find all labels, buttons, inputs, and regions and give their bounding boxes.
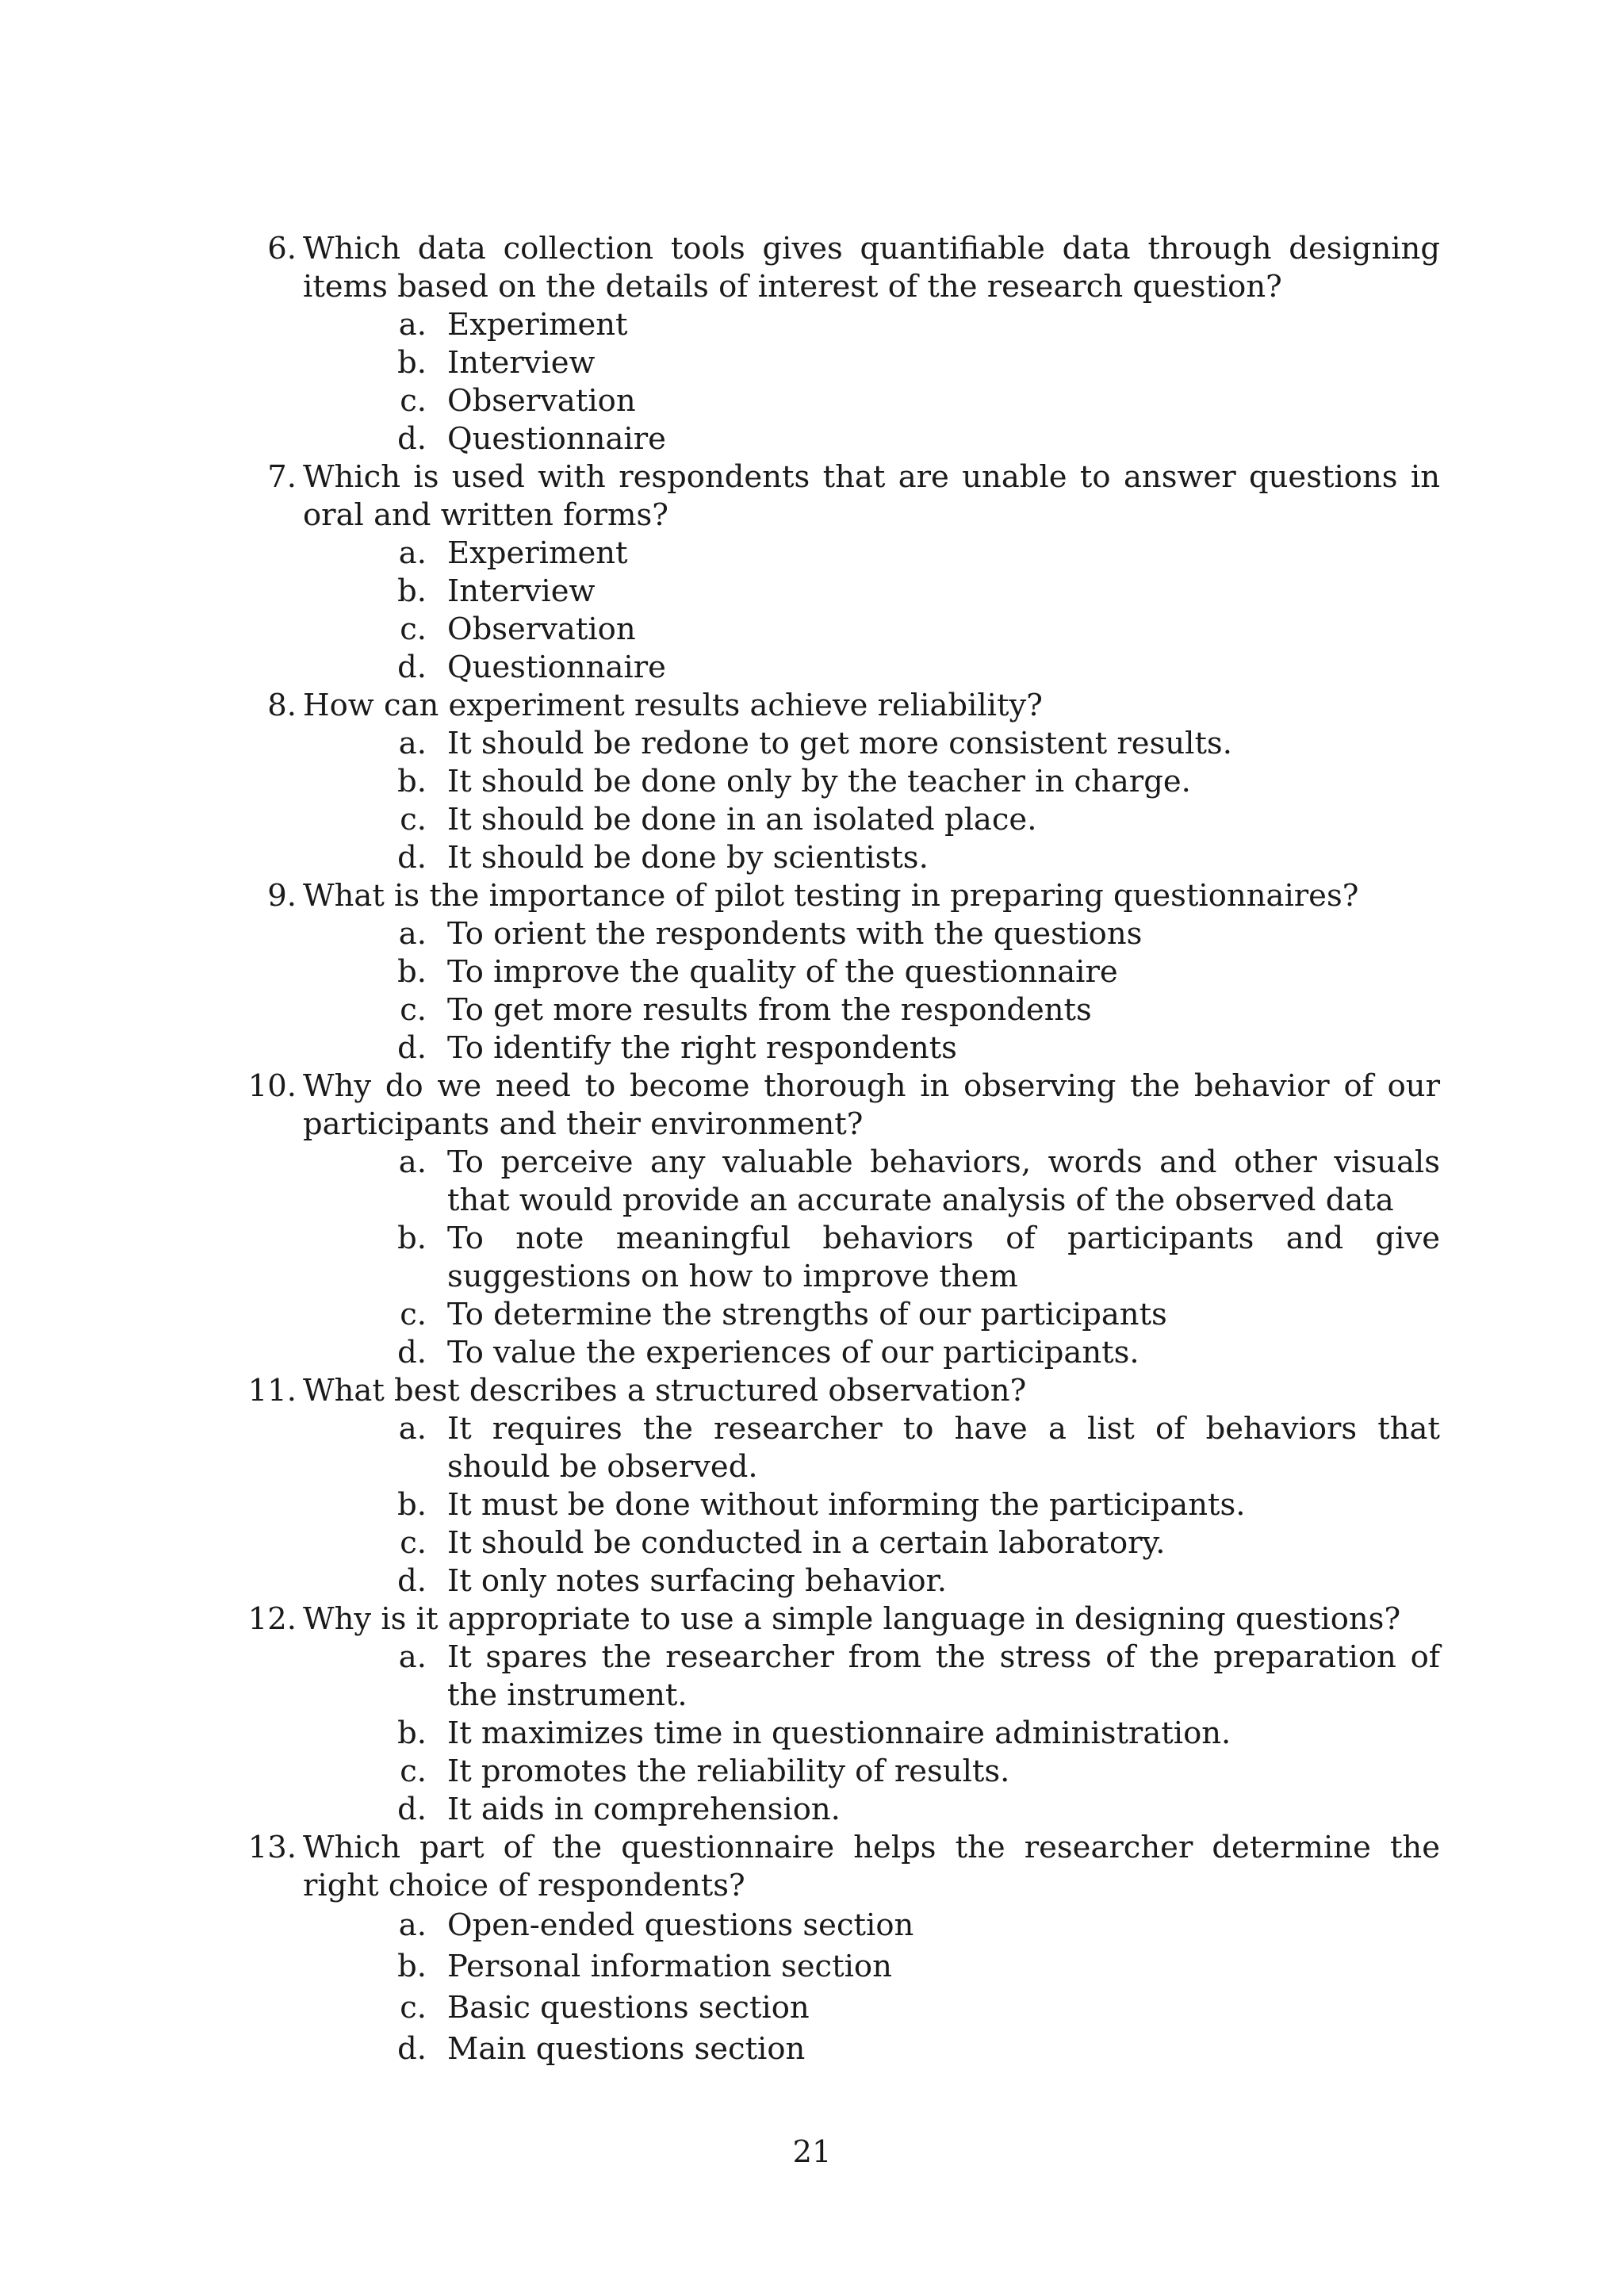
choice-a bbox=[297, 725, 1440, 763]
choice-label: d. bbox=[397, 2031, 427, 2067]
choice-label: d. bbox=[397, 1792, 427, 1827]
question-text: What is the importance of pilot testing in preparing questionnaires? bbox=[303, 878, 1359, 914]
choice-label: a. bbox=[398, 1411, 427, 1447]
question-6 bbox=[244, 230, 1440, 458]
choice-a bbox=[297, 306, 1440, 344]
choice-label: b. bbox=[397, 345, 427, 381]
choice-label: a. bbox=[398, 1639, 427, 1675]
question-13 bbox=[244, 1829, 1440, 2070]
choice-label: d. bbox=[397, 421, 427, 457]
choice-label: b. bbox=[397, 1949, 427, 1984]
choice-text: Observation bbox=[447, 611, 636, 647]
choice-text: Interview bbox=[447, 345, 596, 381]
question-number: 6. bbox=[267, 231, 297, 266]
choice-label: b. bbox=[397, 764, 427, 799]
choice-text: It only notes surfacing behavior. bbox=[447, 1563, 947, 1599]
question-text: Which is used with respondents that are unable to answer questions in oral and written forms? bbox=[303, 459, 1440, 533]
choice-a bbox=[297, 915, 1440, 953]
choice-label: c. bbox=[400, 611, 427, 647]
choice-c bbox=[297, 1296, 1440, 1334]
choice-label: a. bbox=[398, 1144, 427, 1180]
question-text: What best describes a structured observation? bbox=[303, 1373, 1027, 1409]
choice-label: c. bbox=[400, 383, 427, 419]
choice-c bbox=[297, 801, 1440, 839]
choice-text: It must be done without informing the participants. bbox=[447, 1487, 1246, 1523]
question-text: Which part of the questionnaire helps the researcher determine the right choice of respondents? bbox=[303, 1830, 1440, 1903]
choice-label: a. bbox=[398, 1907, 427, 1943]
choice-text: It maximizes time in questionnaire administration. bbox=[447, 1715, 1231, 1751]
choice-b bbox=[297, 1715, 1440, 1753]
choice-list bbox=[297, 535, 1440, 687]
choice-d bbox=[297, 1791, 1440, 1829]
question-number: 10. bbox=[247, 1068, 297, 1104]
choice-d bbox=[297, 649, 1440, 687]
choice-label: c. bbox=[400, 1525, 427, 1561]
choice-text: Questionnaire bbox=[447, 650, 666, 685]
choice-label: d. bbox=[397, 650, 427, 685]
question-7 bbox=[244, 458, 1440, 687]
choice-label: c. bbox=[400, 802, 427, 838]
choice-label: a. bbox=[398, 726, 427, 761]
choice-text: Observation bbox=[447, 383, 636, 419]
choice-list bbox=[297, 915, 1440, 1068]
choice-text: To improve the quality of the questionnaire bbox=[447, 954, 1118, 990]
choice-b bbox=[297, 1220, 1440, 1296]
choice-list bbox=[297, 1905, 1440, 2070]
choice-b bbox=[297, 573, 1440, 611]
choice-a bbox=[297, 1410, 1440, 1486]
choice-label: c. bbox=[400, 992, 427, 1028]
choice-label: b. bbox=[397, 1487, 427, 1523]
choice-text: Questionnaire bbox=[447, 421, 666, 457]
choice-c bbox=[297, 611, 1440, 649]
choice-label: d. bbox=[397, 1563, 427, 1599]
choice-b bbox=[297, 1946, 1440, 1987]
choice-text: It should be redone to get more consistent results. bbox=[447, 726, 1232, 761]
question-11 bbox=[244, 1372, 1440, 1600]
choice-text: It aids in comprehension. bbox=[447, 1792, 841, 1827]
choice-d bbox=[297, 1029, 1440, 1068]
question-number: 9. bbox=[267, 878, 297, 914]
choice-label: b. bbox=[397, 1221, 427, 1256]
choice-label: a. bbox=[398, 916, 427, 952]
choice-text: It requires the researcher to have a list of behaviors that should be observed. bbox=[447, 1411, 1440, 1485]
choice-text: Experiment bbox=[447, 307, 628, 343]
choice-label: a. bbox=[398, 307, 427, 343]
choice-label: d. bbox=[397, 1335, 427, 1370]
question-text: Which data collection tools gives quantifiable data through designing items based on the details of interest of the research question? bbox=[303, 231, 1440, 305]
choice-b bbox=[297, 344, 1440, 382]
choice-list bbox=[297, 1639, 1440, 1829]
choice-label: b. bbox=[397, 573, 427, 609]
choice-d bbox=[297, 1334, 1440, 1372]
choice-b bbox=[297, 1486, 1440, 1524]
question-list bbox=[244, 230, 1440, 2070]
choice-text: It should be done only by the teacher in charge. bbox=[447, 764, 1191, 799]
question-12 bbox=[244, 1600, 1440, 1829]
choice-list bbox=[297, 1144, 1440, 1372]
question-number: 8. bbox=[267, 688, 297, 723]
choice-label: b. bbox=[397, 1715, 427, 1751]
choice-label: b. bbox=[397, 954, 427, 990]
choice-text: To determine the strengths of our participants bbox=[447, 1297, 1167, 1332]
page-number: 21 bbox=[792, 2134, 832, 2170]
choice-text: It should be done in an isolated place. bbox=[447, 802, 1037, 838]
choice-label: c. bbox=[400, 1754, 427, 1789]
choice-text: Basic questions section bbox=[447, 1990, 810, 2026]
choice-list bbox=[297, 1410, 1440, 1600]
choice-text: Personal information section bbox=[447, 1949, 892, 1984]
choice-d bbox=[297, 2029, 1440, 2070]
choice-a bbox=[297, 1144, 1440, 1220]
choice-b bbox=[297, 953, 1440, 991]
choice-text: It spares the researcher from the stress of the preparation of the instrument. bbox=[447, 1639, 1440, 1713]
question-text: Why is it appropriate to use a simple language in designing questions? bbox=[303, 1601, 1401, 1637]
choice-c bbox=[297, 1987, 1440, 2029]
question-number: 7. bbox=[267, 459, 297, 495]
choice-label: d. bbox=[397, 840, 427, 876]
question-number: 13. bbox=[247, 1830, 297, 1865]
choice-c bbox=[297, 991, 1440, 1029]
question-9 bbox=[244, 877, 1440, 1068]
choice-text: It should be done by scientists. bbox=[447, 840, 929, 876]
choice-label: c. bbox=[400, 1990, 427, 2026]
choice-d bbox=[297, 839, 1440, 877]
question-number: 11. bbox=[247, 1373, 297, 1409]
choice-d bbox=[297, 420, 1440, 458]
choice-c bbox=[297, 1753, 1440, 1791]
choice-a bbox=[297, 1905, 1440, 1946]
choice-a bbox=[297, 535, 1440, 573]
question-text: Why do we need to become thorough in observing the behavior of our participants and their environment? bbox=[303, 1068, 1440, 1142]
choice-text: Experiment bbox=[447, 535, 628, 571]
choice-text: Interview bbox=[447, 573, 596, 609]
question-text: How can experiment results achieve reliability? bbox=[303, 688, 1043, 723]
choice-label: a. bbox=[398, 535, 427, 571]
choice-text: To perceive any valuable behaviors, words and other visuals that would provide an accurate analysis of the observed data bbox=[447, 1144, 1440, 1218]
question-8 bbox=[244, 687, 1440, 877]
choice-a bbox=[297, 1639, 1440, 1715]
choice-text: It promotes the reliability of results. bbox=[447, 1754, 1010, 1789]
choice-list bbox=[297, 725, 1440, 877]
choice-b bbox=[297, 763, 1440, 801]
choice-c bbox=[297, 1524, 1440, 1562]
choice-label: c. bbox=[400, 1297, 427, 1332]
choice-text: It should be conducted in a certain laboratory. bbox=[447, 1525, 1166, 1561]
choice-text: To note meaningful behaviors of participants and give suggestions on how to improve them bbox=[447, 1221, 1440, 1294]
choice-text: To identify the right respondents bbox=[447, 1030, 957, 1066]
question-10 bbox=[244, 1068, 1440, 1372]
choice-text: To orient the respondents with the questions bbox=[447, 916, 1143, 952]
choice-d bbox=[297, 1562, 1440, 1600]
choice-list bbox=[297, 306, 1440, 458]
choice-label: d. bbox=[397, 1030, 427, 1066]
choice-text: To value the experiences of our participants. bbox=[447, 1335, 1139, 1370]
choice-text: Open-ended questions section bbox=[447, 1907, 914, 1943]
choice-text: Main questions section bbox=[447, 2031, 806, 2067]
question-number: 12. bbox=[247, 1601, 297, 1637]
choice-c bbox=[297, 382, 1440, 420]
choice-text: To get more results from the respondents bbox=[447, 992, 1092, 1028]
